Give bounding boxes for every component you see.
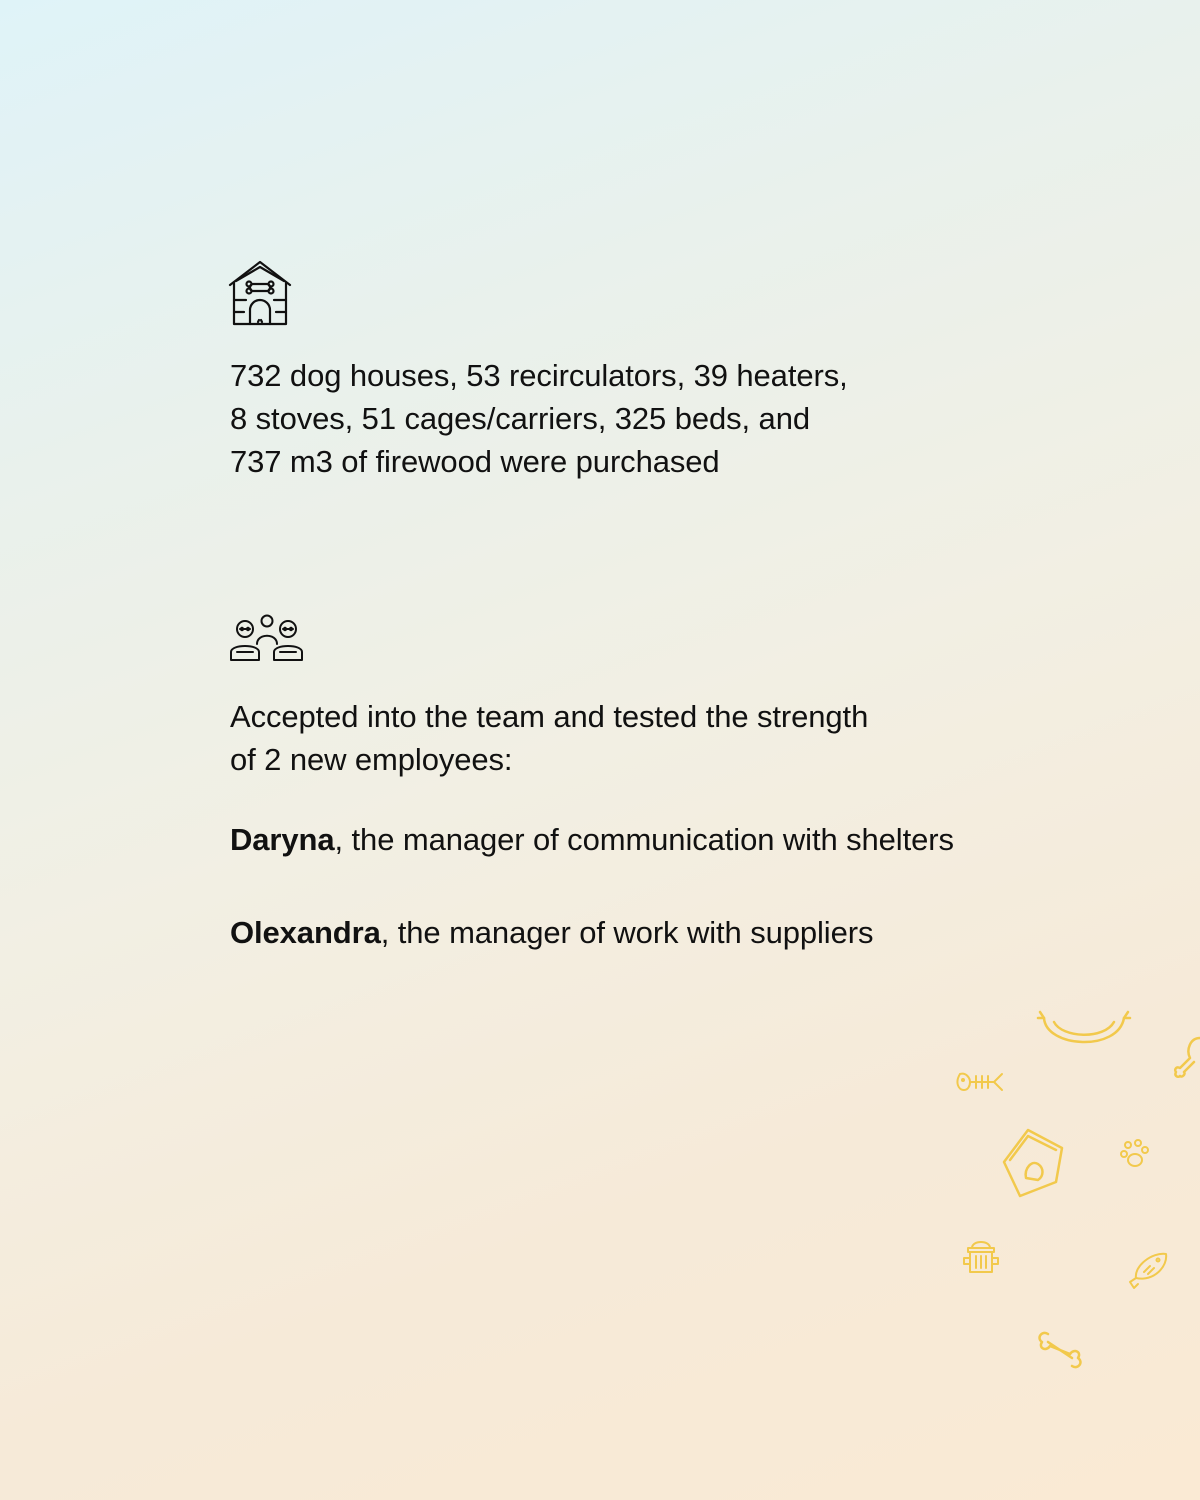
employee-olexandra — [230, 911, 873, 954]
team-line: of 2 new employees: — [230, 742, 513, 777]
chicken-leg-icon — [1172, 1034, 1200, 1080]
team-line: Accepted into the team and tested the strength — [230, 699, 869, 734]
dog-house-outline-icon — [998, 1126, 1068, 1200]
purchases-line: 8 stoves, 51 cages/carriers, 325 beds, and — [230, 401, 810, 436]
purchases-line: 732 dog houses, 53 recirculators, 39 heaters, — [230, 358, 848, 393]
team-icon — [230, 614, 304, 667]
employee-role: , the manager of work with suppliers — [380, 915, 874, 950]
employee-daryna — [230, 818, 954, 861]
dog-house-icon — [228, 260, 292, 331]
fish-bone-icon — [956, 1068, 1004, 1096]
bone-icon — [1036, 1328, 1086, 1372]
purchases-text — [230, 354, 848, 483]
fire-hydrant-icon — [960, 1234, 1002, 1276]
fish-icon — [1126, 1248, 1170, 1292]
employee-name: Olexandra — [230, 915, 381, 950]
employee-role: , the manager of communication with shelters — [334, 822, 954, 857]
sausage-icon — [1036, 1004, 1132, 1060]
employee-name: Daryna — [230, 822, 335, 857]
paw-print-icon — [1118, 1138, 1150, 1172]
purchases-line: 737 m3 of firewood were purchased — [230, 444, 720, 479]
team-text — [230, 695, 868, 781]
